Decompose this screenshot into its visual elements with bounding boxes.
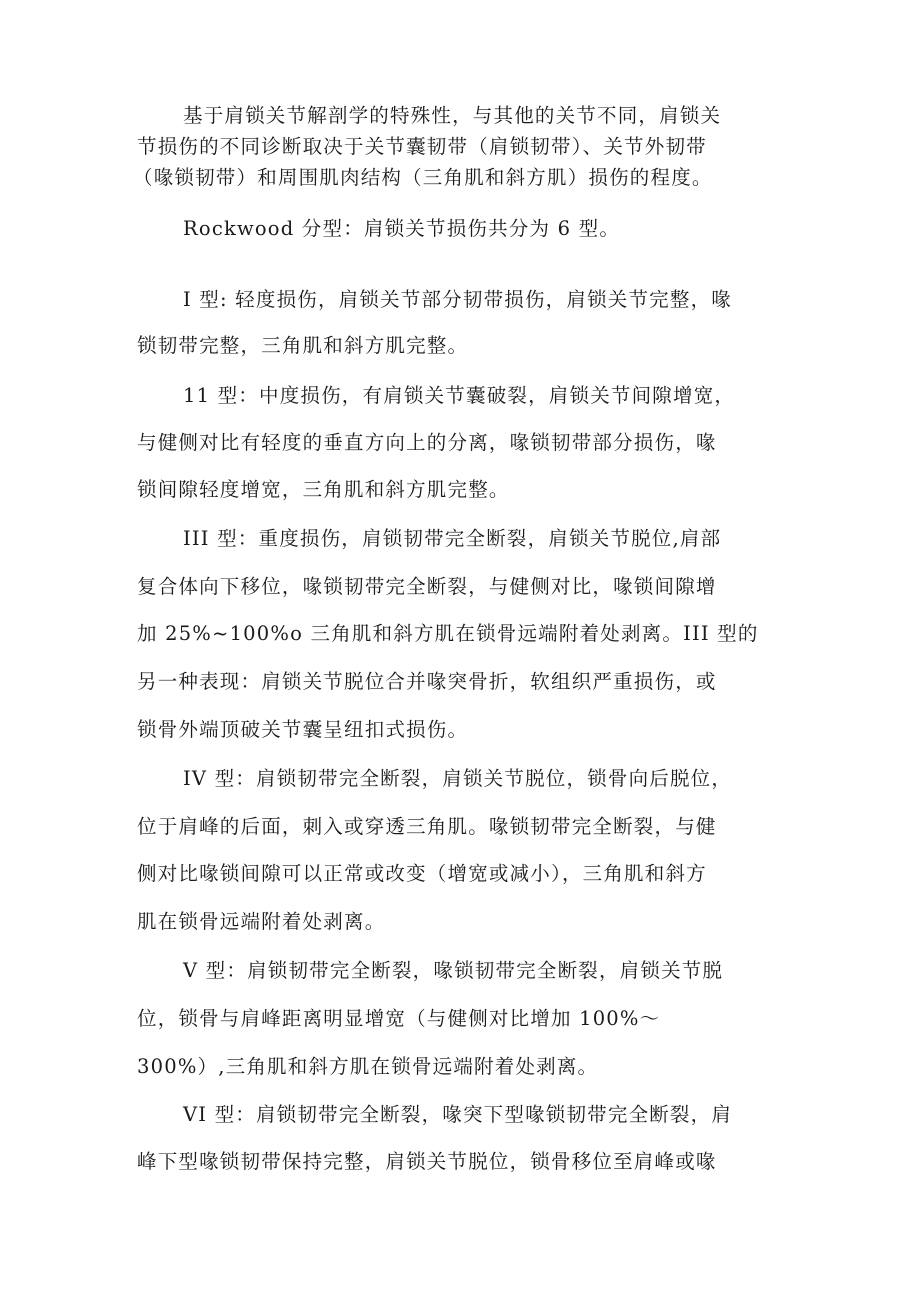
type-3-line-2: 复合体向下移位，喙锁韧带完全断裂，与健侧对比，喙锁间隙增 (137, 575, 717, 598)
type-6-line-2: 峰下型喙锁韧带保持完整，肩锁关节脱位，锁骨移位至肩峰或喙 (137, 1150, 717, 1173)
type-3-line-5: 锁骨外端顶破关节囊呈纽扣式损伤。 (137, 718, 469, 741)
rockwood-line-1: Rockwood 分型：肩锁关节损伤共分为 6 型。 (183, 217, 621, 240)
type-6-line-1: VI 型：肩锁韧带完全断裂，喙突下型喙锁韧带完全断裂，肩 (183, 1103, 733, 1126)
type-3-line-1: III 型：重度损伤，肩锁韧带完全断裂，肩锁关节脱位,肩部 (183, 527, 722, 550)
type-4-line-1: IV 型：肩锁韧带完全断裂，肩锁关节脱位，锁骨向后脱位， (183, 767, 733, 790)
type-4-line-2: 位于肩峰的后面，刺入或穿透三角肌。喙锁韧带完全断裂，与健 (137, 815, 717, 838)
type-4-line-4: 肌在锁骨远端附着处剥离。 (137, 910, 386, 933)
type-3-line-3: 加 25%~100%o 三角肌和斜方肌在锁骨远端附着处剥离。III 型的 (137, 622, 759, 645)
intro-line-3: （喙锁韧带）和周围肌肉结构（三角肌和斜方肌）损伤的程度。 (133, 166, 713, 189)
type-2-line-2: 与健侧对比有轻度的垂直方向上的分离，喙锁韧带部分损伤，喙 (137, 431, 717, 454)
intro-line-2: 节损伤的不同诊断取决于关节囊韧带（肩锁韧带）、关节外韧带 (137, 135, 707, 158)
type-1-line-1: I 型: 轻度损伤，肩锁关节部分韧带损伤，肩锁关节完整，喙 (183, 288, 732, 311)
type-4-line-3: 侧对比喙锁间隙可以正常或改变（增宽或减小），三角肌和斜方 (137, 862, 707, 885)
type-5-line-3: 300%）,三角肌和斜方肌在锁骨远端附着处剥离。 (137, 1055, 599, 1078)
type-1-line-2: 锁韧带完整，三角肌和斜方肌完整。 (137, 334, 469, 357)
type-2-line-3: 锁间隙轻度增宽，三角肌和斜方肌完整。 (137, 478, 510, 501)
intro-line-1: 基于肩锁关节解剖学的特殊性，与其他的关节不同，肩锁关 (183, 104, 722, 127)
type-5-line-1: V 型：肩锁韧带完全断裂，喙锁韧带完全断裂，肩锁关节脱 (183, 959, 724, 982)
type-2-line-1: 11 型：中度损伤，有肩锁关节囊破裂，肩锁关节间隙增宽， (183, 384, 736, 407)
type-5-line-2: 位，锁骨与肩峰距离明显增宽（与健侧对比增加 100%～ (137, 1007, 661, 1030)
type-3-line-4: 另一种表现：肩锁关节脱位合并喙突骨折，软组织严重损伤，或 (137, 670, 717, 693)
